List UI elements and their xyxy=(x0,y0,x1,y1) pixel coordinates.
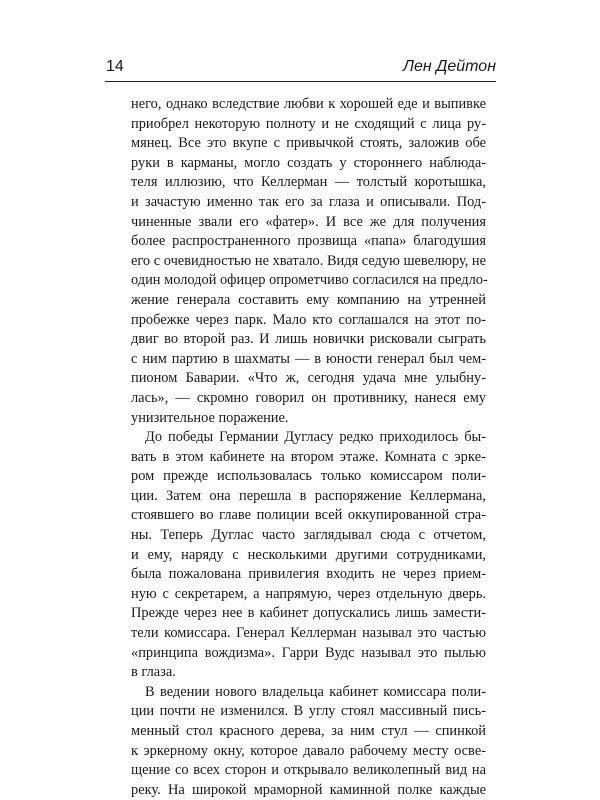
text-line: ции. Затем она перешла в распоряжение Келлермана, xyxy=(131,487,486,504)
text-line: с ним партию в шахматы — в юности генерал был чем- xyxy=(131,350,486,367)
page-number: 14 xyxy=(106,58,124,75)
text-line: Прежде через нее в кабинет допускались лишь замести- xyxy=(131,605,486,622)
text-line: ром прежде использовалась только комиссаром поли- xyxy=(131,468,486,485)
text-line: менный стол красного дерева, за ним стул — спинкой xyxy=(131,723,486,739)
text-line: и ему, наряду с несколькими другими сотрудниками, xyxy=(131,546,486,563)
text-line: руки в карманы, могло создать у стороннего наблюда- xyxy=(131,154,486,171)
text-line: пробежке через парк. Мало кто соглашался на этот по- xyxy=(131,311,486,328)
text-line: него, однако вследствие любви к хорошей еде и выпивке xyxy=(131,96,486,112)
text-line: ны. Теперь Дуглас часто заглядывал сюда с отчетом, xyxy=(131,527,486,544)
text-line: один молодой офицер опрометчиво согласился на предло- xyxy=(131,272,488,289)
text-line: стоявшего во главе полиции всей оккупированной стра- xyxy=(131,507,486,524)
text-line: ции почти не изменился. В углу стоял массивный пись- xyxy=(131,703,486,720)
text-line: лась», — скромно говорил он противнику, нанеся ему xyxy=(131,389,486,406)
text-line: чиненные звали его «фатер». И все же для получения xyxy=(131,213,486,230)
text-line: приобрел некоторую полноту и не сходящий с лица ру- xyxy=(131,115,486,132)
text-line: к эркерному окну, которое давало рабочему месту освe- xyxy=(131,742,486,759)
text-line: была пожалована привилегия входить не через прием- xyxy=(131,566,486,583)
header-rule xyxy=(105,81,496,82)
text-line: До победы Германии Дугласу редко приходилось бы- xyxy=(145,429,486,446)
text-line: в глаза. xyxy=(131,664,176,681)
text-line: тели комиссара. Генерал Келлерман называл это частью xyxy=(131,625,486,642)
text-line: более распространенного прозвища «папа» благодушия xyxy=(131,233,486,250)
text-line: «принципа вождизма». Гарри Вудс называл это пылью xyxy=(131,644,486,661)
text-line: и зачастую именно так его за глаза и описывали. Под- xyxy=(131,193,486,210)
text-line: жение генерала составить ему компанию на утренней xyxy=(131,291,486,308)
text-line: щение со всех сторон и открывало великолепный вид на xyxy=(131,762,486,779)
running-title-author: Лен Дейтон xyxy=(402,58,496,75)
text-line: пионом Баварии. «Что ж, сегодня удача мне улыбну- xyxy=(131,370,486,387)
text-line: двиг во второй раз. И лишь новички рисковали сыграть xyxy=(131,331,486,348)
text-line: В ведении нового владельца кабинет комиссара поли- xyxy=(145,683,486,700)
text-line: мянец. Все это вкупе с привычкой стоять, заложив обе xyxy=(131,135,486,152)
text-line: вать в этом кабинете на втором этаже. Комната с эркe- xyxy=(131,448,486,465)
text-line: реку. На широкой мраморной каминной полке каждые xyxy=(131,781,486,798)
text-line: его с очевидностью не хватало. Видя седую шевелюру, не xyxy=(131,252,486,269)
text-line: ную с секретарем, а напрямую, через отдельную дверь. xyxy=(131,585,486,602)
text-line: унизительное поражение. xyxy=(131,409,289,426)
text-line: теля иллюзию, что Келлерман — толстый коротышка, xyxy=(131,174,486,191)
running-header xyxy=(105,56,496,84)
body-text xyxy=(131,95,486,800)
